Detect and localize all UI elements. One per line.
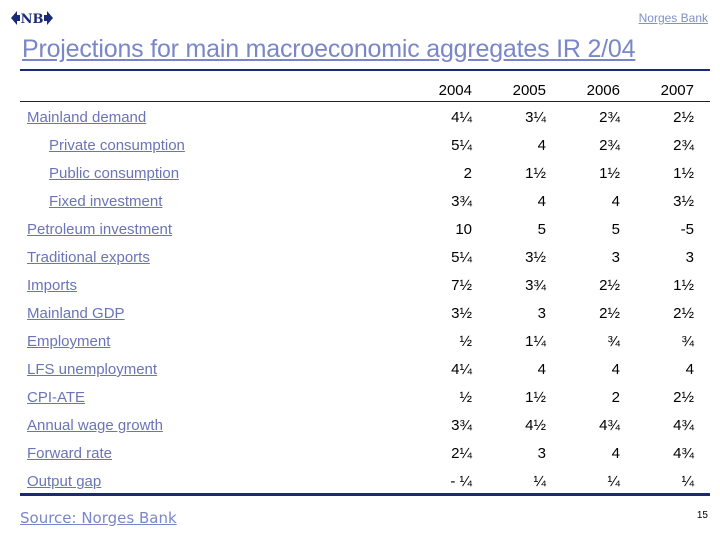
row-label[interactable]: Private consumption (49, 137, 185, 154)
row-value: 1½ (525, 165, 546, 182)
table-row (0, 333, 720, 361)
row-value: 4¾ (673, 417, 694, 434)
row-value: 4¼ (451, 361, 472, 378)
row-value: 7½ (451, 277, 472, 294)
row-value: 4 (611, 445, 620, 462)
row-label[interactable]: Employment (27, 333, 111, 350)
row-value: 4 (685, 361, 694, 378)
row-value: 2 (463, 165, 472, 182)
row-value: ¾ (681, 333, 694, 350)
table-row (0, 193, 720, 221)
row-value: 3½ (673, 193, 694, 210)
row-label[interactable]: Imports (27, 277, 78, 294)
row-value: -5 (680, 221, 694, 238)
row-value: 10 (455, 221, 472, 238)
row-value: ¾ (607, 333, 620, 350)
row-label[interactable]: Output gap (27, 473, 102, 490)
table-row (0, 361, 720, 389)
row-value: ¼ (533, 473, 546, 490)
row-value: 1½ (673, 165, 694, 182)
row-value: 2½ (673, 305, 694, 322)
row-value: 4 (537, 193, 546, 210)
row-value: - ¼ (450, 473, 472, 490)
row-value: 2½ (673, 389, 694, 406)
row-value: 1½ (673, 277, 694, 294)
row-value: 2½ (599, 277, 620, 294)
row-value: 3 (537, 445, 546, 462)
row-value: 3¾ (451, 193, 472, 210)
page-title: Projections for main macroeconomic aggregates IR 2/04 (22, 35, 636, 63)
row-label[interactable]: CPI-ATE (27, 389, 86, 406)
row-value: 3½ (451, 305, 472, 322)
title-divider (20, 69, 710, 71)
row-value: 4 (611, 361, 620, 378)
row-label[interactable]: Traditional exports (27, 249, 150, 266)
row-label[interactable]: Mainland GDP (27, 305, 125, 322)
row-value: ¼ (681, 473, 694, 490)
row-value: 3 (537, 305, 546, 322)
row-value: 5¼ (451, 249, 472, 266)
row-value: 3 (611, 249, 620, 266)
row-value: 3¼ (525, 109, 546, 126)
footer-divider (20, 493, 710, 496)
row-label[interactable]: Public consumption (49, 165, 180, 182)
row-value: 1¼ (525, 333, 546, 350)
row-value: 2¾ (599, 137, 620, 154)
row-value: 2¼ (451, 445, 472, 462)
year-header: 2004 (438, 82, 472, 99)
row-value: 3¾ (525, 277, 546, 294)
row-value: 4 (611, 193, 620, 210)
row-value: 2 (611, 389, 620, 406)
page-number: 15 (696, 510, 708, 521)
table-row (0, 109, 720, 137)
table-row (0, 249, 720, 277)
row-value: 5 (537, 221, 546, 238)
row-label[interactable]: Mainland demand (27, 109, 147, 126)
row-value: 5 (611, 221, 620, 238)
row-value: 1½ (525, 389, 546, 406)
logo-text: NB (20, 12, 44, 27)
row-value: 3¾ (451, 417, 472, 434)
row-value: 2¾ (673, 137, 694, 154)
row-value: 2¾ (599, 109, 620, 126)
table-row (0, 221, 720, 249)
row-label[interactable]: Annual wage growth (27, 417, 163, 434)
row-value: 4¾ (673, 445, 694, 462)
year-header: 2007 (660, 82, 694, 99)
header-divider (20, 101, 710, 102)
row-value: 4¾ (599, 417, 620, 434)
row-label[interactable]: Fixed investment (49, 193, 163, 210)
brand-link[interactable]: Norges Bank (638, 11, 708, 25)
row-value: 4¼ (451, 109, 472, 126)
row-label[interactable]: Petroleum investment (27, 221, 173, 238)
source-link[interactable]: Source: Norges Bank (20, 509, 177, 527)
row-value: ½ (459, 389, 472, 406)
row-value: 3½ (525, 249, 546, 266)
row-value: 3 (685, 249, 694, 266)
row-value: 4½ (525, 417, 546, 434)
row-value: 4 (537, 137, 546, 154)
row-value: 5¼ (451, 137, 472, 154)
table-row (0, 473, 720, 501)
year-header: 2005 (512, 82, 546, 99)
table-row (0, 417, 720, 445)
row-value: ¼ (607, 473, 620, 490)
row-value: 2½ (599, 305, 620, 322)
row-label[interactable]: LFS unemployment (27, 361, 158, 378)
year-header: 2006 (586, 82, 620, 99)
table-row (0, 277, 720, 305)
row-value: 4 (537, 361, 546, 378)
row-value: 1½ (599, 165, 620, 182)
table-row (0, 165, 720, 193)
row-label[interactable]: Forward rate (27, 445, 113, 462)
table-row (0, 389, 720, 417)
row-value: 2½ (673, 109, 694, 126)
table-row (0, 305, 720, 333)
table-row (0, 445, 720, 473)
norges-bank-logo-icon (9, 8, 55, 28)
row-value: ½ (459, 333, 472, 350)
table-row (0, 137, 720, 165)
